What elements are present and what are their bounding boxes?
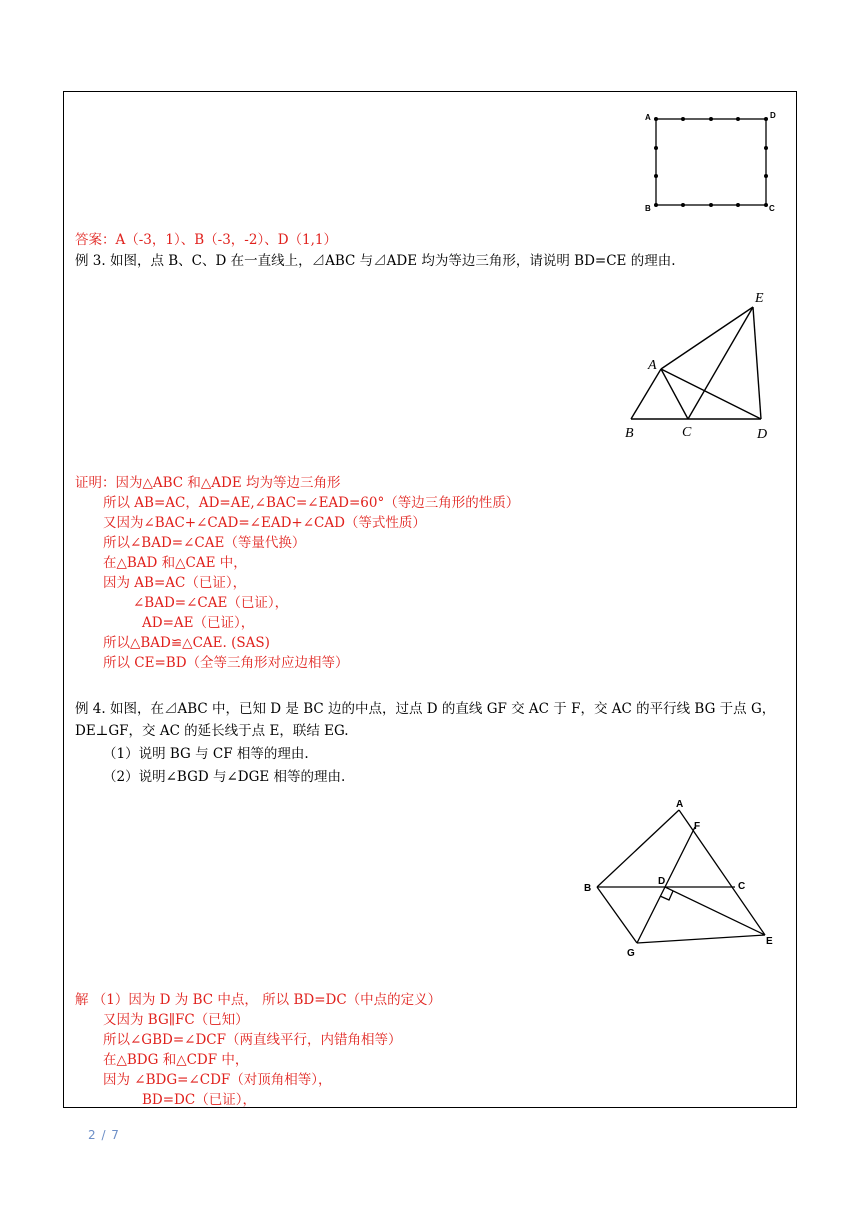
ex3-question: 例 3. 如图，点 B、C、D 在一直线上，⊿ABC 与⊿ADE 均为等边三角形，请说明 BD=CE 的理由. [75,253,676,269]
rect-label-b: B [645,204,651,213]
fig4-label-d: D [658,876,666,887]
ex3-proof-7: ∠BAD=∠CAE（已证）， [133,595,289,611]
ex4-part1: （1）说明 BG 与 CF 相等的理由. [103,746,309,762]
ex3-proof-5: 在△BAD 和△CAE 中， [103,555,247,571]
ex4-part2: （2）说明∠BGD 与∠DGE 相等的理由. [103,769,346,785]
ex4-solution-1: 解 （1）因为 D 为 BC 中点， 所以 BD=DC（中点的定义） [75,992,442,1008]
ex3-proof-2: 所以 AB=AC，AD=AE,∠BAC=∠EAD=60°（等边三角形的性质） [103,495,520,511]
fig4-label-a: A [676,799,684,810]
answer-ex2: 答案：A（-3，1）、B（-3，-2）、D（1,1） [75,232,338,248]
ex3-proof-6: 因为 AB=AC（已证）， [103,575,247,591]
fig4-label-b: B [584,883,592,894]
fig4-label-c: C [738,881,746,892]
fig4-label-e: E [766,936,773,947]
ex4-solution-4: 在△BDG 和△CDF 中， [103,1052,249,1068]
ex3-proof-1: 证明：因为△ABC 和△ADE 均为等边三角形 [75,475,341,491]
ex4-question-line2: DE⊥GF，交 AC 的延长线于点 E，联结 EG. [75,723,349,739]
rect-label-a: A [645,113,651,122]
ex3-proof-4: 所以∠BAD=∠CAE（等量代换） [103,535,306,551]
ex4-solution-3: 所以∠GBD=∠DCF（两直线平行，内错角相等） [103,1032,402,1048]
midpoint-figure [575,795,785,965]
tri-label-e: E [755,291,764,306]
page-number: 2 / 7 [88,1128,120,1142]
ex4-solution-6: BD=DC（已证）， [142,1092,256,1108]
tri-label-a: A [648,358,657,373]
rect-label-c: C [769,204,775,213]
ex3-proof-10: 所以 CE=BD（全等三角形对应边相等） [103,655,349,671]
ex4-solution-2: 又因为 BG∥FC（已知） [103,1012,249,1028]
ex3-proof-8: AD=AE（已证）， [142,615,255,631]
rect-label-d: D [770,111,776,120]
tri-label-d: D [757,427,768,442]
ex4-question-line1: 例 4. 如图，在⊿ABC 中，已知 D 是 BC 边的中点，过点 D 的直线 GF 交 AC 于 F，交 AC 的平行线 BG 于点 G， [75,701,776,717]
ex3-proof-9: 所以△BAD≌△CAE. (SAS) [103,635,270,651]
rectangle-figure [640,108,790,216]
ex4-solution-5: 因为 ∠BDG=∠CDF（对顶角相等）， [103,1072,332,1088]
tri-label-b: B [625,426,634,441]
ex3-proof-3: 又因为∠BAC+∠CAD=∠EAD+∠CAD（等式性质） [103,515,426,531]
fig4-label-g: G [627,948,635,959]
fig4-label-f: F [694,821,701,832]
triangles-figure [620,285,780,445]
tri-label-c: C [682,425,692,440]
